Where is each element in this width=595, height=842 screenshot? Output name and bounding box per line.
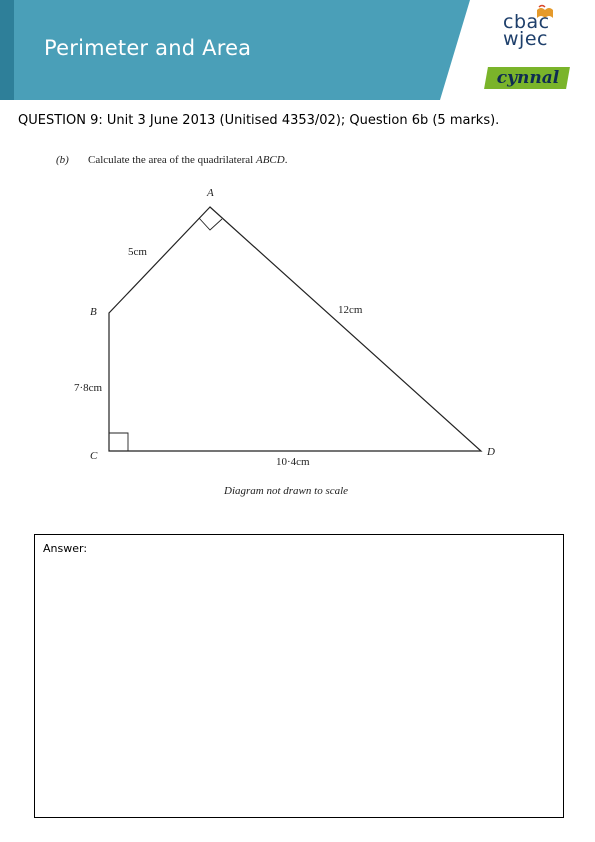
logo-wordmark — [503, 11, 550, 50]
length-label-cd: 10·4cm — [276, 456, 310, 468]
diagram-note: Diagram not drawn to scale — [224, 485, 349, 497]
question-heading: QUESTION 9: Unit 3 June 2013 (Unitised 4353/02); Question 6b (5 marks). — [18, 113, 500, 128]
vertex-label-a: A — [207, 187, 214, 199]
length-label-ab: 5cm — [128, 246, 147, 258]
logo-line-wjec: wjec — [503, 28, 548, 50]
cynnal-text: cynnal — [496, 68, 560, 88]
vertex-label-d: D — [487, 446, 495, 458]
logo-line-cbac: cbac — [503, 11, 550, 33]
vertex-label-b: B — [90, 306, 97, 318]
header-band-edge — [0, 0, 14, 100]
length-label-ad: 12cm — [338, 304, 363, 316]
page-title: Perimeter and Area — [44, 36, 252, 60]
quadrilateral-shape — [109, 207, 481, 451]
answer-label: Answer: — [43, 542, 88, 555]
vertex-label-c: C — [90, 450, 98, 462]
instruction-text — [88, 154, 288, 166]
part-label: (b) — [56, 154, 69, 166]
instruction-shape: ABCD — [255, 154, 285, 166]
instruction-end: . — [284, 154, 288, 166]
answer-box[interactable] — [34, 534, 564, 818]
quadrilateral-diagram — [0, 140, 595, 510]
right-angle-marker-c — [109, 433, 128, 451]
instruction-main: Calculate the area of the quadrilateral — [88, 154, 256, 166]
length-label-bc: 7·8cm — [74, 382, 103, 394]
right-angle-marker-a — [199, 218, 222, 230]
